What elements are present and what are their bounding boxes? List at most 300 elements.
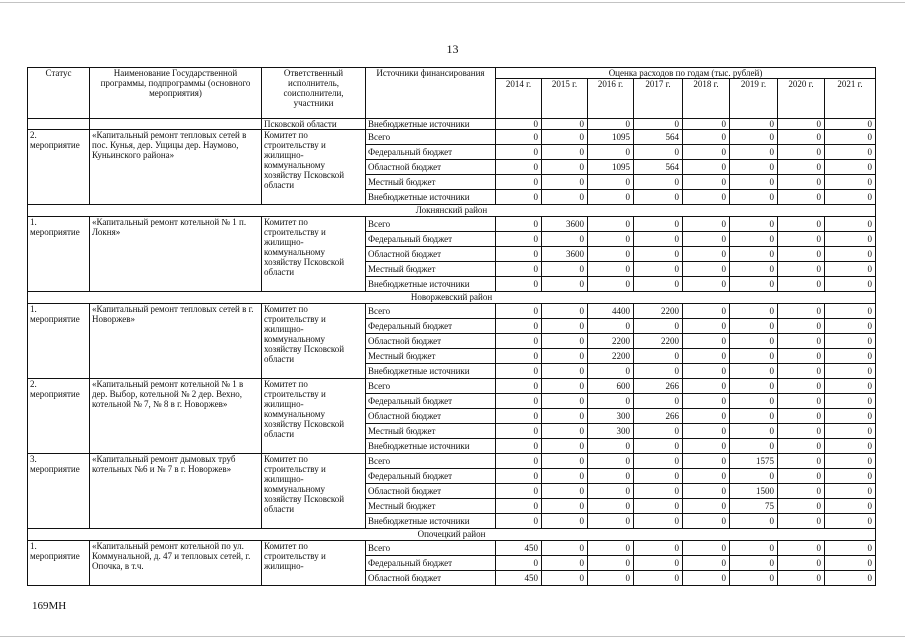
- source-label: Внебюджетные источники: [366, 190, 496, 205]
- value-cell: 0: [825, 247, 876, 262]
- value-cell: 0: [730, 217, 778, 232]
- status-cell: 3. мероприятие: [28, 454, 90, 529]
- value-cell: 0: [634, 571, 683, 586]
- executor-cell: Комитет по строительству и жилищно-коммунальному хозяйству Псковской области: [262, 217, 366, 292]
- value-cell: 0: [683, 304, 730, 319]
- year-header: 2016 г.: [588, 79, 634, 119]
- value-cell: 0: [634, 145, 683, 160]
- value-cell: 0: [542, 556, 588, 571]
- value-cell: 0: [730, 556, 778, 571]
- source-label: Федеральный бюджет: [366, 556, 496, 571]
- value-cell: 1500: [730, 484, 778, 499]
- value-cell: 0: [683, 262, 730, 277]
- value-cell: 0: [683, 439, 730, 454]
- value-cell: 1095: [588, 160, 634, 175]
- value-cell: 0: [730, 334, 778, 349]
- value-cell: 0: [825, 514, 876, 529]
- value-cell: 0: [588, 190, 634, 205]
- value-cell: 600: [588, 379, 634, 394]
- value-cell: 0: [730, 364, 778, 379]
- value-cell: 0: [588, 319, 634, 334]
- executor-cell: Комитет по строительству и жилищно-коммунальному хозяйству Псковской области: [262, 454, 366, 529]
- source-label: Местный бюджет: [366, 262, 496, 277]
- value-cell: 0: [825, 304, 876, 319]
- source-label: Федеральный бюджет: [366, 145, 496, 160]
- value-cell: 0: [634, 319, 683, 334]
- source-label: Областной бюджет: [366, 334, 496, 349]
- value-cell: 0: [778, 319, 825, 334]
- value-cell: 0: [496, 469, 542, 484]
- value-cell: 2200: [634, 304, 683, 319]
- carry-row: [28, 119, 876, 130]
- value-cell: 0: [496, 424, 542, 439]
- status-cell: 2. мероприятие: [28, 130, 90, 205]
- value-cell: 0: [730, 262, 778, 277]
- table-row: [28, 454, 876, 469]
- value-cell: 0: [778, 454, 825, 469]
- year-header: 2020 г.: [778, 79, 825, 119]
- source-label: Внебюджетные источники: [366, 514, 496, 529]
- value-cell: 0: [778, 217, 825, 232]
- value-cell: 0: [730, 319, 778, 334]
- value-cell: 0: [825, 379, 876, 394]
- value-cell: 0: [496, 514, 542, 529]
- value-cell: 564: [634, 160, 683, 175]
- value-cell: 0: [778, 304, 825, 319]
- status-cell: 2. мероприятие: [28, 379, 90, 454]
- value-cell: 0: [496, 190, 542, 205]
- source-label: Всего: [366, 304, 496, 319]
- name-cell: «Капитальный ремонт котельной № 1 в дер. Выбор, котельной № 2 дер. Вехно, котельной № 7, № 8 в г. Новоржев»: [90, 379, 262, 454]
- value-cell: 0: [825, 145, 876, 160]
- carry-name: [90, 119, 262, 130]
- value-cell: 0: [825, 571, 876, 586]
- value-cell: 0: [496, 247, 542, 262]
- value-cell: 0: [588, 484, 634, 499]
- value-cell: 0: [730, 571, 778, 586]
- value-cell: 0: [683, 319, 730, 334]
- source-label: Областной бюджет: [366, 247, 496, 262]
- value-cell: 0: [825, 175, 876, 190]
- value-cell: 0: [588, 119, 634, 130]
- value-cell: 0: [825, 424, 876, 439]
- executor-cell: Комитет по строительству и жилищно-коммунальному хозяйству Псковской области: [262, 304, 366, 379]
- table-body: [28, 119, 876, 586]
- value-cell: 0: [730, 145, 778, 160]
- value-cell: 0: [825, 319, 876, 334]
- source-label: Федеральный бюджет: [366, 469, 496, 484]
- value-cell: 0: [825, 439, 876, 454]
- value-cell: 1095: [588, 130, 634, 145]
- value-cell: 0: [634, 514, 683, 529]
- value-cell: 0: [542, 454, 588, 469]
- value-cell: 0: [730, 247, 778, 262]
- value-cell: 1575: [730, 454, 778, 469]
- value-cell: 0: [778, 175, 825, 190]
- district-row: [28, 292, 876, 304]
- value-cell: 0: [634, 454, 683, 469]
- value-cell: 0: [825, 454, 876, 469]
- value-cell: 0: [778, 394, 825, 409]
- value-cell: 0: [496, 304, 542, 319]
- value-cell: 0: [634, 277, 683, 292]
- status-cell: 1. мероприятие: [28, 304, 90, 379]
- header-costs: Оценка расходов по годам (тыс. рублей): [496, 68, 876, 79]
- year-header: 2017 г.: [634, 79, 683, 119]
- value-cell: 2200: [588, 349, 634, 364]
- value-cell: 0: [825, 556, 876, 571]
- value-cell: 266: [634, 379, 683, 394]
- value-cell: 0: [825, 190, 876, 205]
- value-cell: 0: [825, 277, 876, 292]
- value-cell: 0: [778, 130, 825, 145]
- carry-status: [28, 119, 90, 130]
- value-cell: 0: [542, 541, 588, 556]
- value-cell: 0: [588, 556, 634, 571]
- value-cell: 0: [634, 247, 683, 262]
- value-cell: 0: [778, 556, 825, 571]
- district-row: [28, 529, 876, 541]
- value-cell: 0: [542, 379, 588, 394]
- value-cell: 0: [730, 190, 778, 205]
- source-label: Внебюджетные источники: [366, 439, 496, 454]
- value-cell: 0: [634, 119, 683, 130]
- value-cell: 0: [683, 364, 730, 379]
- value-cell: 0: [683, 349, 730, 364]
- value-cell: 0: [496, 145, 542, 160]
- budget-table: [27, 67, 876, 586]
- source-label: Внебюджетные источники: [366, 277, 496, 292]
- source-label: Федеральный бюджет: [366, 232, 496, 247]
- value-cell: 0: [730, 304, 778, 319]
- source-label: Местный бюджет: [366, 175, 496, 190]
- value-cell: 0: [588, 262, 634, 277]
- scan-edge-top: [0, 2, 905, 3]
- district-row: [28, 205, 876, 217]
- executor-cell: Комитет по строительству и жилищно-коммунальному хозяйству Псковской области: [262, 130, 366, 205]
- value-cell: 0: [588, 469, 634, 484]
- source-label: Местный бюджет: [366, 424, 496, 439]
- value-cell: 0: [730, 119, 778, 130]
- value-cell: 0: [634, 484, 683, 499]
- value-cell: 0: [496, 175, 542, 190]
- value-cell: 0: [778, 541, 825, 556]
- value-cell: 0: [588, 232, 634, 247]
- source-label: Внебюджетные источники: [366, 119, 496, 130]
- source-label: Всего: [366, 454, 496, 469]
- value-cell: 2200: [588, 334, 634, 349]
- value-cell: 4400: [588, 304, 634, 319]
- name-cell: «Капитальный ремонт тепловых сетей в пос. Кунья, дер. Ущицы дер. Наумово, Куньинского района»: [90, 130, 262, 205]
- value-cell: 0: [730, 130, 778, 145]
- value-cell: 0: [825, 232, 876, 247]
- table-row: [28, 541, 876, 556]
- value-cell: 0: [825, 217, 876, 232]
- value-cell: 0: [778, 334, 825, 349]
- value-cell: 0: [634, 262, 683, 277]
- value-cell: 0: [496, 119, 542, 130]
- header-name: Наименование Государственной программы, подпрограммы (основного мероприятия): [90, 68, 262, 119]
- value-cell: 0: [683, 119, 730, 130]
- value-cell: 0: [683, 217, 730, 232]
- year-header: 2019 г.: [730, 79, 778, 119]
- value-cell: 0: [730, 394, 778, 409]
- value-cell: 0: [588, 277, 634, 292]
- value-cell: 0: [730, 232, 778, 247]
- value-cell: 0: [588, 247, 634, 262]
- value-cell: 0: [588, 145, 634, 160]
- value-cell: 0: [825, 130, 876, 145]
- value-cell: 0: [730, 424, 778, 439]
- value-cell: 0: [778, 469, 825, 484]
- value-cell: 0: [542, 409, 588, 424]
- value-cell: 0: [683, 379, 730, 394]
- value-cell: 0: [683, 247, 730, 262]
- value-cell: 0: [778, 484, 825, 499]
- value-cell: 0: [588, 217, 634, 232]
- source-label: Всего: [366, 130, 496, 145]
- value-cell: 0: [778, 277, 825, 292]
- value-cell: 0: [542, 119, 588, 130]
- value-cell: 2200: [634, 334, 683, 349]
- value-cell: 0: [778, 262, 825, 277]
- name-cell: «Капитальный ремонт тепловых сетей в г. Новоржев»: [90, 304, 262, 379]
- value-cell: 0: [542, 424, 588, 439]
- value-cell: 0: [634, 439, 683, 454]
- value-cell: 0: [683, 232, 730, 247]
- table-row: [28, 304, 876, 319]
- name-cell: «Капитальный ремонт котельной по ул. Коммунальной, д. 47 и тепловых сетей, г. Опочка, в т.ч.: [90, 541, 262, 586]
- value-cell: 0: [825, 541, 876, 556]
- value-cell: 0: [496, 379, 542, 394]
- value-cell: 0: [825, 334, 876, 349]
- value-cell: 0: [496, 439, 542, 454]
- executor-cell: Комитет по строительству и жилищно-: [262, 541, 366, 586]
- value-cell: 0: [496, 319, 542, 334]
- table-row: [28, 217, 876, 232]
- value-cell: 0: [588, 364, 634, 379]
- value-cell: 0: [730, 541, 778, 556]
- value-cell: 0: [496, 556, 542, 571]
- year-header: 2018 г.: [683, 79, 730, 119]
- value-cell: 0: [496, 364, 542, 379]
- value-cell: 0: [588, 175, 634, 190]
- value-cell: 0: [496, 349, 542, 364]
- value-cell: 564: [634, 130, 683, 145]
- value-cell: 0: [730, 277, 778, 292]
- value-cell: 0: [730, 379, 778, 394]
- value-cell: 0: [542, 190, 588, 205]
- value-cell: 0: [542, 304, 588, 319]
- source-label: Внебюджетные источники: [366, 364, 496, 379]
- value-cell: 0: [496, 130, 542, 145]
- value-cell: 0: [542, 514, 588, 529]
- value-cell: 0: [542, 277, 588, 292]
- value-cell: 0: [825, 262, 876, 277]
- district-name: Опочецкий район: [28, 529, 876, 541]
- value-cell: 0: [825, 484, 876, 499]
- value-cell: 0: [496, 409, 542, 424]
- value-cell: 0: [634, 364, 683, 379]
- source-label: Областной бюджет: [366, 160, 496, 175]
- value-cell: 0: [542, 394, 588, 409]
- value-cell: 0: [683, 175, 730, 190]
- value-cell: 0: [496, 454, 542, 469]
- value-cell: 0: [634, 499, 683, 514]
- value-cell: 0: [542, 364, 588, 379]
- value-cell: 266: [634, 409, 683, 424]
- source-label: Федеральный бюджет: [366, 394, 496, 409]
- value-cell: 0: [683, 499, 730, 514]
- value-cell: 0: [496, 232, 542, 247]
- value-cell: 0: [496, 394, 542, 409]
- value-cell: 0: [730, 349, 778, 364]
- value-cell: 300: [588, 424, 634, 439]
- value-cell: 0: [778, 247, 825, 262]
- value-cell: 0: [542, 334, 588, 349]
- value-cell: 0: [683, 484, 730, 499]
- value-cell: 0: [778, 349, 825, 364]
- value-cell: 0: [778, 379, 825, 394]
- value-cell: 0: [542, 175, 588, 190]
- value-cell: 0: [634, 190, 683, 205]
- name-cell: «Капитальный ремонт дымовых труб котельных №6 и № 7 в г. Новоржев»: [90, 454, 262, 529]
- value-cell: 0: [588, 499, 634, 514]
- value-cell: 0: [542, 349, 588, 364]
- value-cell: 0: [496, 262, 542, 277]
- status-cell: 1. мероприятие: [28, 217, 90, 292]
- value-cell: 0: [683, 541, 730, 556]
- source-label: Областной бюджет: [366, 484, 496, 499]
- value-cell: 0: [683, 277, 730, 292]
- value-cell: 0: [634, 424, 683, 439]
- value-cell: 0: [634, 349, 683, 364]
- source-label: Всего: [366, 379, 496, 394]
- value-cell: 0: [730, 469, 778, 484]
- value-cell: 0: [683, 454, 730, 469]
- value-cell: 0: [683, 394, 730, 409]
- value-cell: 0: [588, 514, 634, 529]
- value-cell: 0: [542, 160, 588, 175]
- value-cell: 0: [542, 262, 588, 277]
- value-cell: 0: [683, 334, 730, 349]
- value-cell: 0: [683, 424, 730, 439]
- district-name: Локнянский район: [28, 205, 876, 217]
- scan-edge-bottom: [0, 636, 905, 637]
- value-cell: 0: [634, 175, 683, 190]
- value-cell: 0: [496, 217, 542, 232]
- value-cell: 0: [588, 571, 634, 586]
- value-cell: 0: [778, 439, 825, 454]
- value-cell: 0: [778, 145, 825, 160]
- value-cell: 0: [730, 439, 778, 454]
- header-sources: Источники финансирования: [366, 68, 496, 119]
- value-cell: 0: [825, 364, 876, 379]
- value-cell: 0: [634, 469, 683, 484]
- year-header: 2015 г.: [542, 79, 588, 119]
- value-cell: 0: [778, 119, 825, 130]
- value-cell: 0: [542, 145, 588, 160]
- value-cell: 0: [496, 277, 542, 292]
- value-cell: 0: [542, 469, 588, 484]
- value-cell: 0: [683, 145, 730, 160]
- value-cell: 0: [588, 439, 634, 454]
- value-cell: 0: [778, 190, 825, 205]
- page-number: 13: [446, 42, 459, 56]
- value-cell: 0: [496, 499, 542, 514]
- value-cell: 0: [634, 232, 683, 247]
- value-cell: 0: [778, 424, 825, 439]
- source-label: Федеральный бюджет: [366, 319, 496, 334]
- footer-code: 169МН: [32, 600, 67, 612]
- value-cell: 0: [778, 514, 825, 529]
- carry-executor: Псковской области: [262, 119, 366, 130]
- value-cell: 0: [496, 160, 542, 175]
- value-cell: 0: [778, 160, 825, 175]
- value-cell: 0: [542, 130, 588, 145]
- value-cell: 0: [683, 514, 730, 529]
- header-executor: Ответственный исполнитель, соисполнители, участники: [262, 68, 366, 119]
- value-cell: 0: [588, 394, 634, 409]
- year-header: 2021 г.: [825, 79, 876, 119]
- source-label: Всего: [366, 217, 496, 232]
- value-cell: 0: [542, 439, 588, 454]
- value-cell: 3600: [542, 247, 588, 262]
- value-cell: 0: [683, 190, 730, 205]
- value-cell: 0: [542, 484, 588, 499]
- value-cell: 0: [778, 571, 825, 586]
- value-cell: 0: [634, 556, 683, 571]
- value-cell: 0: [683, 160, 730, 175]
- header-status: Статус: [28, 68, 90, 119]
- value-cell: 450: [496, 571, 542, 586]
- value-cell: 0: [588, 454, 634, 469]
- value-cell: 0: [496, 484, 542, 499]
- value-cell: 0: [825, 119, 876, 130]
- year-header: 2014 г.: [496, 79, 542, 119]
- value-cell: 0: [542, 319, 588, 334]
- value-cell: 0: [825, 469, 876, 484]
- value-cell: 0: [634, 394, 683, 409]
- value-cell: 75: [730, 499, 778, 514]
- table-row: [28, 130, 876, 145]
- value-cell: 0: [634, 541, 683, 556]
- value-cell: 0: [542, 499, 588, 514]
- table-row: [28, 379, 876, 394]
- value-cell: 0: [588, 541, 634, 556]
- source-label: Областной бюджет: [366, 409, 496, 424]
- value-cell: 0: [778, 232, 825, 247]
- value-cell: 0: [634, 217, 683, 232]
- source-label: Всего: [366, 541, 496, 556]
- value-cell: 0: [825, 349, 876, 364]
- value-cell: 0: [825, 394, 876, 409]
- executor-cell: Комитет по строительству и жилищно-коммунальному хозяйству Псковской области: [262, 379, 366, 454]
- value-cell: 0: [778, 409, 825, 424]
- value-cell: 0: [683, 469, 730, 484]
- value-cell: 450: [496, 541, 542, 556]
- value-cell: 0: [825, 499, 876, 514]
- value-cell: 0: [683, 130, 730, 145]
- value-cell: 0: [730, 175, 778, 190]
- value-cell: 0: [496, 334, 542, 349]
- value-cell: 0: [683, 409, 730, 424]
- value-cell: 0: [683, 571, 730, 586]
- value-cell: 0: [778, 499, 825, 514]
- value-cell: 0: [825, 409, 876, 424]
- source-label: Областной бюджет: [366, 571, 496, 586]
- source-label: Местный бюджет: [366, 499, 496, 514]
